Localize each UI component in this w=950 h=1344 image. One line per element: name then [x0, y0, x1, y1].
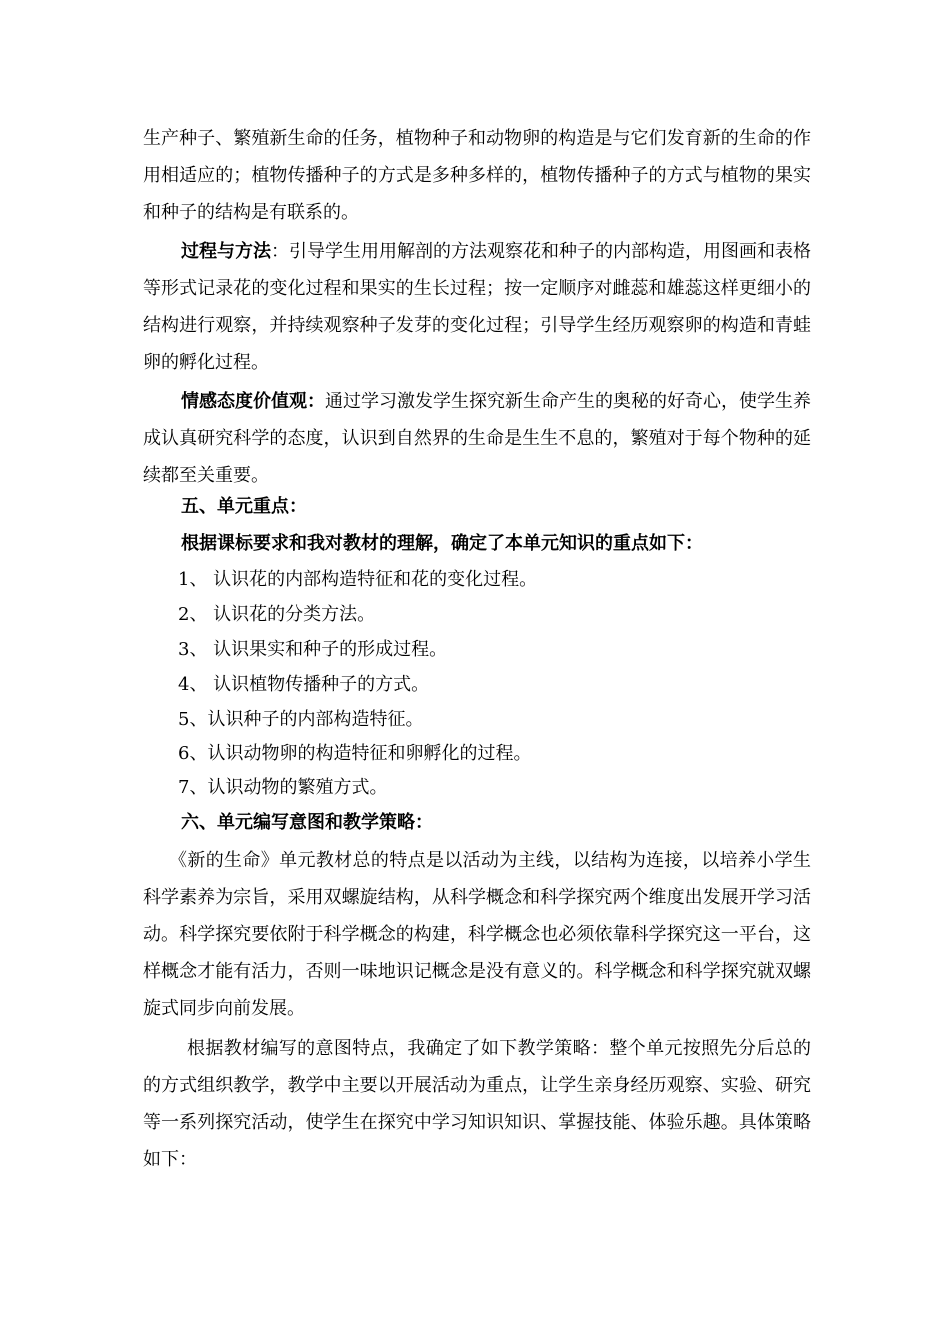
paragraph-attitude-values	[143, 383, 811, 494]
list-item: 6、认识动物卵的构造特征和卵孵化的过程。	[178, 743, 532, 764]
section5-intro: 根据课标要求和我对教材的理解，确定了本单元知识的重点如下：	[181, 533, 703, 554]
list-item: 4、 认识植物传播种子的方式。	[178, 674, 430, 695]
text-attitude-values: 通过学习激发学生探究新生命产生的奥秘的好奇心，使学生养成认真研究科学的态度，认识到自然界的生命是生生不息的，繁殖对于每个物种的延续都至关重要。	[143, 391, 811, 486]
list-item: 7、认识动物的繁殖方式。	[178, 777, 388, 798]
paragraph-teaching-strategy: 根据教材编写的意图特点，我确定了如下教学策略：整个单元按照先分后总的的方式组织教学，教学中主要以开展活动为重点，让学生亲身经历观察、实验、研究等一系列探究活动，使学生在探究中学习知识知识、掌握技能、体验乐趣。具体策略如下：	[143, 1038, 811, 1170]
paragraph-goals-knowledge: 生产种子、繁殖新生命的任务，植物种子和动物卵的构造是与它们发育新的生命的作用相适应的；植物传播种子的方式是多种多样的，植物传播种子的方式与植物的果实和种子的结构是有联系的。	[143, 128, 811, 223]
list-item: 2、 认识花的分类方法。	[178, 604, 376, 625]
list-item: 3、 认识果实和种子的形成过程。	[178, 639, 448, 660]
paragraph-unit-intent: 《新的生命》单元教材总的特点是以活动为主线，以结构为连接，以培养小学生科学素养为宗旨，采用双螺旋结构，从科学概念和科学探究两个维度出发展开学习活动。科学探究要依附于科学概念的构建，科学概念也必须依靠科学探究这一平台，这样概念才能有活力，否则一味地识记概念是没有意义的。科学概念和科学探究就双螺旋式同步向前发展。	[143, 850, 811, 1019]
label-process-methods: 过程与方法	[181, 241, 271, 262]
label-attitude-values: 情感态度价值观：	[181, 391, 325, 412]
list-item: 5、认识种子的内部构造特征。	[178, 709, 424, 730]
section5-heading: 五、单元重点：	[181, 496, 307, 517]
section6-heading: 六、单元编写意图和教学策略：	[181, 812, 433, 833]
paragraph-process-methods	[143, 233, 811, 381]
text-process-methods: ：引导学生用用解剖的方法观察花和种子的内部构造，用图画和表格等形式记录花的变化过程和果实的生长过程；按一定顺序对雌蕊和雄蕊这样更细小的结构进行观察，并持续观察种子发芽的变化过程；引导学生经历观察卵的构造和青蛙卵的孵化过程。	[143, 241, 811, 373]
list-item: 1、 认识花的内部构造特征和花的变化过程。	[178, 569, 538, 590]
